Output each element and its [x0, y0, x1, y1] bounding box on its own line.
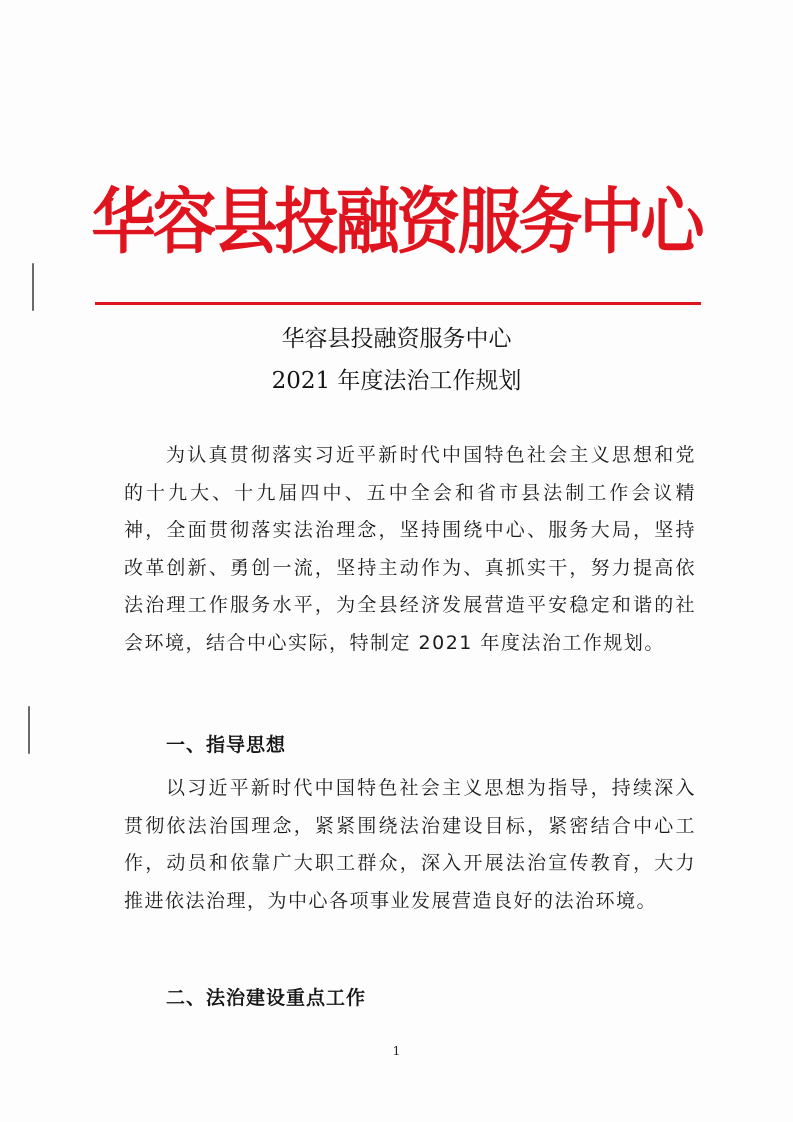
guiding-thought-paragraph: 以习近平新时代中国特色社会主义思想为指导，持续深入贯彻依法治国理念，紧紧围绕法治建设目标，紧密结合中心工作，动员和依靠广大职工群众，深入开展法治宣传教育，大力推进依法治理，为中心各项事业发展营造良好的法治环境。 — [124, 777, 696, 912]
document-title-line-1: 华容县投融资服务中心 — [281, 326, 512, 352]
section-heading-key-work: 二、法治建设重点工作 — [166, 987, 367, 1009]
letterhead-red-rule — [95, 302, 701, 305]
page-number: 1 — [392, 1044, 401, 1058]
section-heading-guiding-thought: 一、指导思想 — [166, 734, 287, 756]
intro-paragraph: 为认真贯彻落实习近平新时代中国特色社会主义思想和党的十九大、十九届四中、五中全会和省市县法制工作会议精神，全面贯彻落实法治理念，坚持围绕中心、服务大局，坚持改革创新、勇创一流，坚持主动作为、真抓实干，努力提高依法治理工作服务水平，为全县经济发展营造平安稳定和谐的社会环境，结合中心实际，特制定 2021 年度法治工作规划。 — [124, 444, 696, 654]
document-title-line-2: 2021 年度法治工作规划 — [271, 368, 522, 394]
scan-margin-mark — [28, 706, 30, 754]
scan-margin-mark — [32, 263, 34, 311]
organization-letterhead: 华容县投融资服务中心 — [91, 180, 702, 265]
